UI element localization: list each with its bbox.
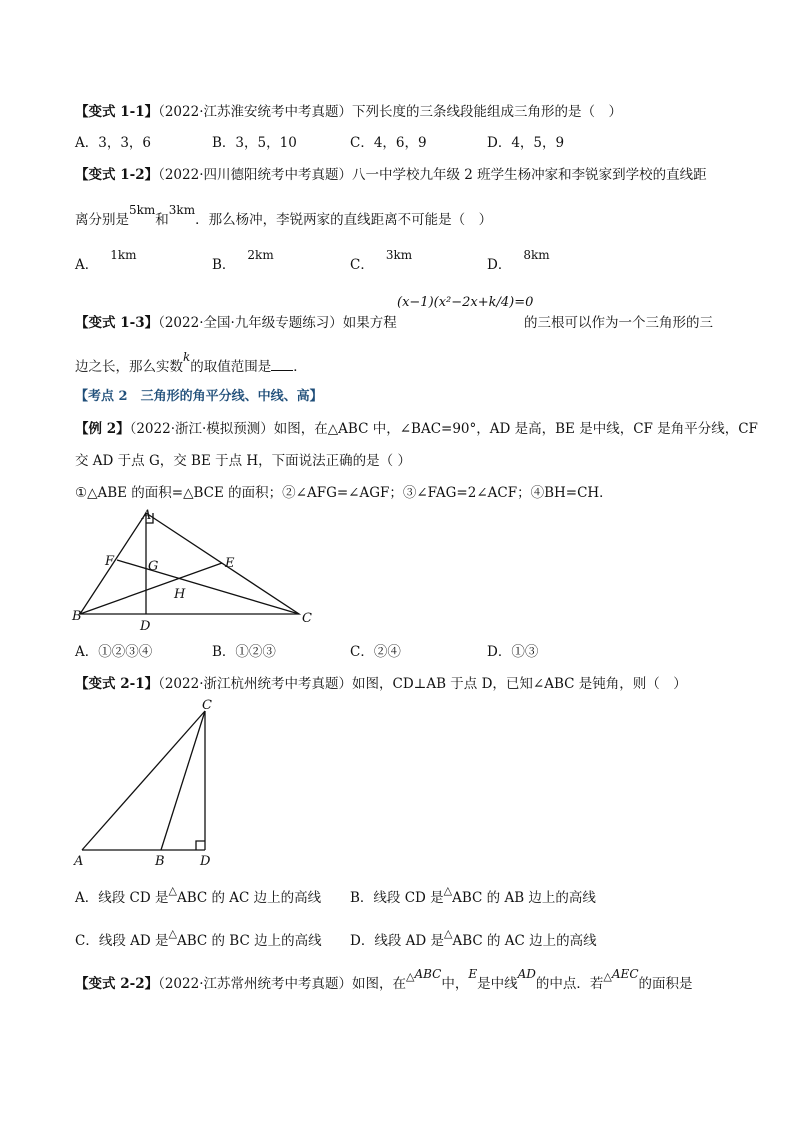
label-b: B xyxy=(155,854,165,869)
equation: (x−1)(x²−2x+k/4)=0 xyxy=(397,295,534,310)
text-seg: 的取值范围是 xyxy=(190,359,272,375)
text-seg: D．线段 AD 是 xyxy=(350,933,444,949)
text-seg: 的三根可以作为一个三角形的三 xyxy=(524,315,713,331)
variant-tag: 【变式 1-3】 xyxy=(75,315,159,331)
option-d: D．①③ xyxy=(487,644,539,660)
question-text: 下列长度的三条线段能组成三角形的是（ ） xyxy=(352,104,622,120)
triangle-symbol: △ xyxy=(406,970,415,983)
option-b: B．3，5，10 xyxy=(212,135,297,151)
option-c: C．4，6，9 xyxy=(350,135,427,151)
variant-2-1-stem xyxy=(75,675,687,693)
example-2-statements: ①△ABE 的面积=△BCE 的面积；②∠AFG=∠AGF；③∠FAG=2∠ACF；④BH=CH． xyxy=(75,485,613,501)
label-c: C xyxy=(202,698,212,713)
text-seg: 和 xyxy=(155,212,169,228)
text-seg: 是中线 xyxy=(477,976,518,992)
text-seg: ABC 的 AB 边上的高线 xyxy=(452,890,596,906)
text-seg: A．线段 CD 是 xyxy=(75,890,169,906)
math-ad: AD xyxy=(517,967,536,981)
distance-value: 5km xyxy=(129,203,156,217)
variant-2-2-stem xyxy=(75,967,693,994)
label-d: D xyxy=(140,619,151,634)
triangle-symbol: △ xyxy=(443,884,453,897)
distance-value: 3km xyxy=(168,203,196,217)
answer-blank xyxy=(271,358,293,371)
option-b xyxy=(350,884,596,908)
option-a xyxy=(75,248,137,274)
example-2-stem-line2: 交 AD 于点 G，交 BE 于点 H，下面说法正确的是（ ） xyxy=(75,453,411,469)
text-seg: B．线段 CD 是 xyxy=(350,890,444,906)
variant-1-2-stem xyxy=(75,166,707,184)
option-c xyxy=(75,927,322,951)
variant-1-2-stem-line2 xyxy=(75,203,493,229)
label-d: D xyxy=(200,854,211,869)
variant-tag: 【例 2】 xyxy=(75,421,130,437)
option-value: 8km xyxy=(523,248,550,262)
text-seg: ． xyxy=(293,359,307,375)
variant-tag: 【变式 1-2】 xyxy=(75,167,159,183)
triangle-symbol: △ xyxy=(168,927,177,940)
option-d xyxy=(487,248,550,274)
label-b: B xyxy=(72,609,82,624)
math-abc: ABC xyxy=(414,967,442,981)
example-2-figure xyxy=(70,505,330,635)
text-seg: ABC 的 BC 边上的高线 xyxy=(176,933,322,949)
text-seg: ．那么杨冲，李锐两家的直线距离不可能是（ ） xyxy=(195,212,493,228)
variant-1-1-stem xyxy=(75,103,622,121)
option-a xyxy=(75,884,322,908)
source-note: （2022·江苏淮安统考中考真题） xyxy=(158,104,352,120)
option-value: 1km xyxy=(110,248,137,262)
variant-1-3-stem-line2 xyxy=(75,350,307,376)
variant-tag: 【变式 2-1】 xyxy=(75,676,159,692)
label-h: H xyxy=(174,587,186,602)
option-c: C．②④ xyxy=(350,644,401,660)
text-seg: 如果方程 xyxy=(342,315,397,331)
option-letter: B． xyxy=(212,257,236,273)
option-b: B．①②③ xyxy=(212,644,276,660)
text-seg: ABC 的 AC 边上的高线 xyxy=(176,890,322,906)
option-letter: C． xyxy=(350,257,374,273)
variable-k: k xyxy=(183,350,191,364)
question-text: 如图，在△ABC 中，∠BAC=90°，AD 是高，BE 是中线，CF 是角平分线，CF xyxy=(273,421,758,437)
label-a: A xyxy=(142,508,152,523)
text-seg: 边之长，那么实数 xyxy=(75,359,183,375)
option-a: A．①②③④ xyxy=(75,644,153,660)
text-seg: ABC 的 AC 边上的高线 xyxy=(452,933,597,949)
option-a: A．3，3，6 xyxy=(75,135,152,151)
variant-1-3-stem xyxy=(75,314,397,332)
segment-ac xyxy=(82,711,205,850)
triangle-symbol: △ xyxy=(443,927,453,940)
label-a: A xyxy=(74,854,84,869)
segment-bc xyxy=(161,711,205,850)
text-seg: 中， xyxy=(441,976,469,992)
math-aec: AEC xyxy=(611,967,639,981)
option-c xyxy=(350,248,413,274)
variant-tag: 【变式 1-1】 xyxy=(75,104,159,120)
source-note: （2022·全国·九年级专题练习） xyxy=(158,315,343,331)
option-value: 2km xyxy=(247,248,274,262)
question-text: 如图，CD⊥AB 于点 D，已知∠ABC 是钝角，则（ ） xyxy=(352,676,687,692)
source-note: （2022·浙江杭州统考中考真题） xyxy=(158,676,352,692)
label-g: G xyxy=(148,559,159,574)
source-note: （2022·浙江·模拟预测） xyxy=(129,421,274,437)
text-seg: 的中点．若 xyxy=(535,976,604,992)
option-letter: A． xyxy=(75,257,99,273)
source-note: （2022·江苏常州统考中考真题） xyxy=(158,976,352,992)
label-f: F xyxy=(105,554,115,569)
label-e: E xyxy=(225,556,235,571)
option-b xyxy=(212,248,274,274)
triangle-symbol: △ xyxy=(603,970,612,983)
option-d: D．4，5，9 xyxy=(487,135,565,151)
triangle-symbol: △ xyxy=(168,884,177,897)
text-seg: 离分别是 xyxy=(75,212,129,228)
example-2-stem xyxy=(75,420,758,438)
text-seg: 如图，在 xyxy=(352,976,406,992)
option-d xyxy=(350,927,597,951)
source-note: （2022·四川德阳统考中考真题） xyxy=(158,167,352,183)
option-value: 3km xyxy=(385,248,413,262)
section-heading: 【考点 2 三角形的角平分线、中线、高】 xyxy=(75,389,323,404)
right-angle-mark xyxy=(196,841,205,850)
variant-tag: 【变式 2-2】 xyxy=(75,976,159,992)
variant-2-1-figure xyxy=(70,697,220,872)
text-seg: 的面积是 xyxy=(638,976,693,992)
text-seg: C．线段 AD 是 xyxy=(75,933,169,949)
math-e: E xyxy=(468,967,478,981)
question-text: 八一中学校九年级 2 班学生杨冲家和李锐家到学校的直线距 xyxy=(352,167,707,183)
label-c: C xyxy=(302,611,312,626)
option-letter: D． xyxy=(487,257,512,273)
